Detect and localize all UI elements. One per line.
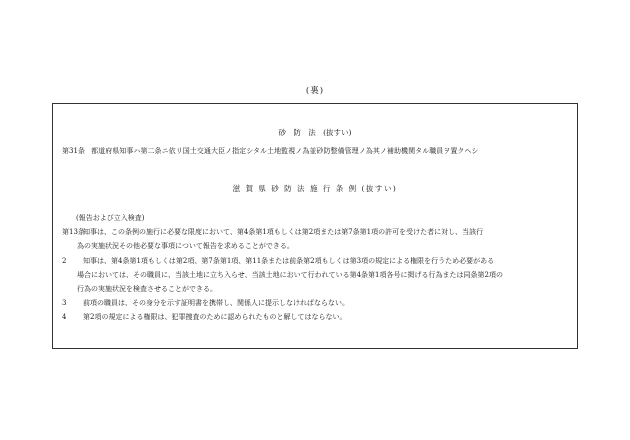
article-31 xyxy=(62,146,572,156)
article-31-number: 第31条 xyxy=(62,147,86,155)
paragraph-4-number: 4 xyxy=(62,313,67,322)
article-13-line-2: 為の実施状況その他必要な事項について報告を求めることができる。 xyxy=(77,242,294,251)
document-frame xyxy=(52,103,578,349)
paragraph-2-text-1: 知事は、第4条第1項もしくは第2項、第7条第1項、第11条または前条第2項もしくは第3項の規定による権限を行うため必要がある xyxy=(83,256,495,265)
article-13-number: 第13条 xyxy=(62,228,85,237)
page-heading: (裏) xyxy=(305,86,325,96)
article-13-text-1: 知事は、この条例の施行に必要な限度において、第4条第1項もしくは第2項または第7条第1項の許可を受けた者に対し、当該行 xyxy=(83,228,484,237)
sabo-law-title: 砂 防 法 (抜すい) xyxy=(278,128,352,137)
paragraph-2-line-1 xyxy=(62,254,572,268)
paragraph-2-line-3: 行為の実施状況を検査させることができる。 xyxy=(77,284,217,293)
paragraph-3-line-1 xyxy=(62,296,572,310)
paragraph-2-line-2: 場合においては、その職員に、当該土地に立ち入らせ、当該土地において行われている第4条第1項各号に掲げる行為または同条第2項の xyxy=(77,270,503,279)
article-31-text: 都道府県知事ハ第二条ニ依リ国土交通大臣ノ指定シタル土地監視ノ為並砂防整備管理ノ為其ノ補助機関タル職員ヲ置クヘシ xyxy=(91,147,479,155)
paragraph-4-text-1: 第2項の規定による権限は、犯罪捜査のために認められたものと解してはならない。 xyxy=(83,313,347,322)
paragraph-3-number: 3 xyxy=(62,299,67,308)
paragraph-4-line-1 xyxy=(62,310,572,324)
regulation-body xyxy=(62,211,572,325)
paragraph-2-number: 2 xyxy=(62,256,67,265)
regulation-title: 滋 賀 県 砂 防 法 施 行 条 例 (抜すい) xyxy=(232,184,398,193)
article-caption: (報告および立入検査) xyxy=(76,214,145,222)
paragraph-3-text-1: 前項の職員は、その身分を示す証明書を携帯し、関係人に提示しなければならない。 xyxy=(83,299,349,308)
article-13-line-1 xyxy=(62,225,572,239)
